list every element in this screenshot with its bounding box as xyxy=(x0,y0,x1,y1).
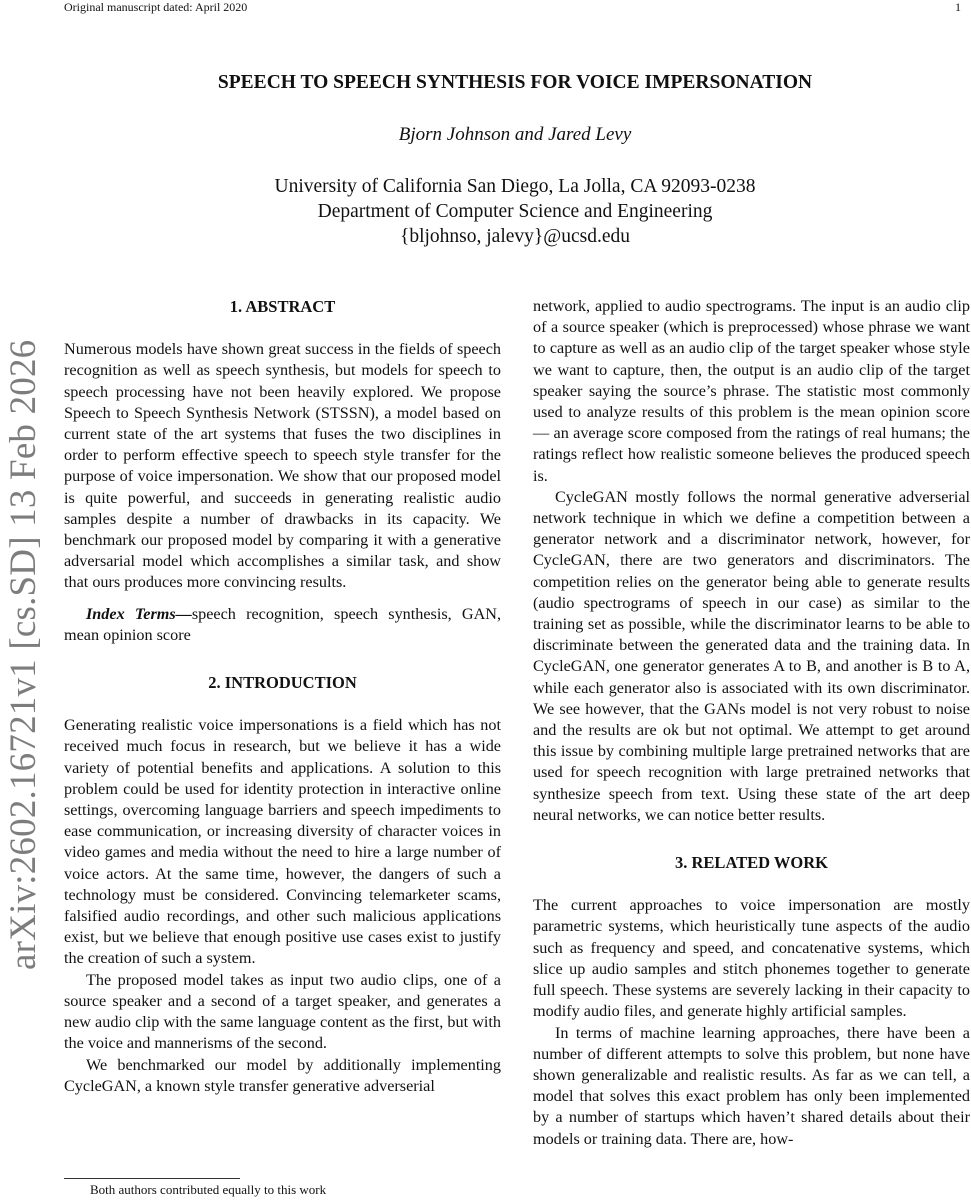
introduction-paragraph-3-continued: network, applied to audio spectrograms. The input is an audio clip of a source speaker (which is preprocessed) whose phrase we want to capture as well as an audio clip of the target speaker whose style we want to capture, then, the output is an audio clip of the target speaker saying the source’s phrase. The statistic most commonly used to analyze results of this problem is the mean opinion score — an average score composed from the ratings of real humans; the ratings reflect how realistic someone believes the produced speech is. xyxy=(533,297,970,485)
index-terms xyxy=(64,604,501,646)
abstract-heading: 1. ABSTRACT xyxy=(229,297,336,316)
footnote: Both authors contributed equally to this work xyxy=(90,1182,327,1197)
introduction-paragraph-2: The proposed model takes as input two audio clips, one of a source speaker and a second of a target speaker, and generates a new audio clip with the same language content as the first, but with the voice and mannerisms of the second. xyxy=(64,970,501,1053)
affiliation-department: Department of Computer Science and Engineering xyxy=(317,201,713,222)
related-work-paragraph-1: The current approaches to voice impersonation are mostly parametric systems, which heuristically tune aspects of the audio such as frequency and speed, and concatenative systems, which slice up audio samples and stitch phonemes together to generate full speech. These systems are severely lacking in their capacity to modify audio files, and generate highly artificial samples. xyxy=(533,896,970,1021)
running-header: Original manuscript dated: April 2020 xyxy=(64,0,248,14)
introduction-paragraph-3: We benchmarked our model by additionally implementing CycleGAN, a known style transfer generative adverserial xyxy=(64,1055,501,1095)
page-number: 1 xyxy=(955,0,961,14)
left-column xyxy=(64,296,501,1097)
introduction-paragraph-1: Generating realistic voice impersonations is a field which has not received much focus in research, but we believe it has a wide variety of potential benefits and applications. A solution to this problem could be used for identity protection in interactive online settings, overcoming language barriers and speech impediments to ease communication, or increasing diversity of character voices in video games and media without the need to hire a large number of voice actors. At the same time, however, the dangers of such a technology must be considered. Convincing telemarketer scams, falsified audio recordings, and other such malicious applications exist, but we believe that enough positive use cases exist to justify the creation of such a system. xyxy=(64,716,501,968)
index-terms-text: speech recognition, speech synthesis, GAN, mean opinion score xyxy=(64,604,502,644)
introduction-heading: 2. INTRODUCTION xyxy=(208,673,357,693)
paper-authors: Bjorn Johnson and Jared Levy xyxy=(398,124,632,145)
related-work-heading: 3. RELATED WORK xyxy=(675,853,828,873)
abstract-text: Numerous models have shown great success in the fields of speech recognition as well as speech synthesis, but models for speech to speech processing have not been heavily explored. We propose Speech to Speech Synthesis Network (STSSN), a model based on current state of the art systems that fuses the two disciplines in order to perform effective speech to speech style transfer for the purpose of voice impersonation. We show that our proposed model is quite powerful, and succeeds in generating realistic audio samples despite a number of drawbacks in its capacity. We benchmark our proposed model by comparing it with a generative adversarial model which accomplishes a similar task, and show that ours produces more convincing results. xyxy=(64,340,501,592)
affiliation-email: {bljohnso, jalevy}@ucsd.edu xyxy=(399,226,631,247)
affiliation-block xyxy=(0,174,971,249)
index-terms-label: Index Terms— xyxy=(86,604,192,623)
introduction-paragraph-4: CycleGAN mostly follows the normal generative adverserial network technique in which we define a competition between a generator network and a discriminator network, however, for CycleGAN, there are two generators and discriminators. The competition relies on the generator being able to generate results (audio spectrograms of speech in our case) as similar to the training set as possible, while the discriminator learns to be able to discriminate between the generated data and the training data. In CycleGAN, one generator generates A to B, and another is B to A, while each generator also is associated with its own discriminator. We see however, that the GANs model is not very robust to noise and the results are ok but not optimal. We attempt to get around this issue by combining multiple large pretrained networks that are used for speech recognition with large pretrained networks that synthesize speech from text. Using these state of the art deep neural networks, we can notice better results. xyxy=(533,487,970,824)
related-work-paragraph-2: In terms of machine learning approaches, there have been a number of different attempts to solve this problem, but none have shown generalizable and realistic results. As far as we can tell, a model that solves this exact problem has only been implemented by a number of startups which haven’t shared details about their models or training data. There are, how- xyxy=(533,1023,970,1148)
paper-title: SPEECH TO SPEECH SYNTHESIS FOR VOICE IMPERSONATION xyxy=(217,72,813,93)
footnote-rule xyxy=(64,1178,240,1179)
right-column xyxy=(533,296,970,1150)
arxiv-identifier: arXiv:2602.16721v1 [cs.SD] 13 Feb 2026 xyxy=(3,339,44,970)
affiliation-university: University of California San Diego, La Jolla, CA 92093-0238 xyxy=(274,176,756,197)
